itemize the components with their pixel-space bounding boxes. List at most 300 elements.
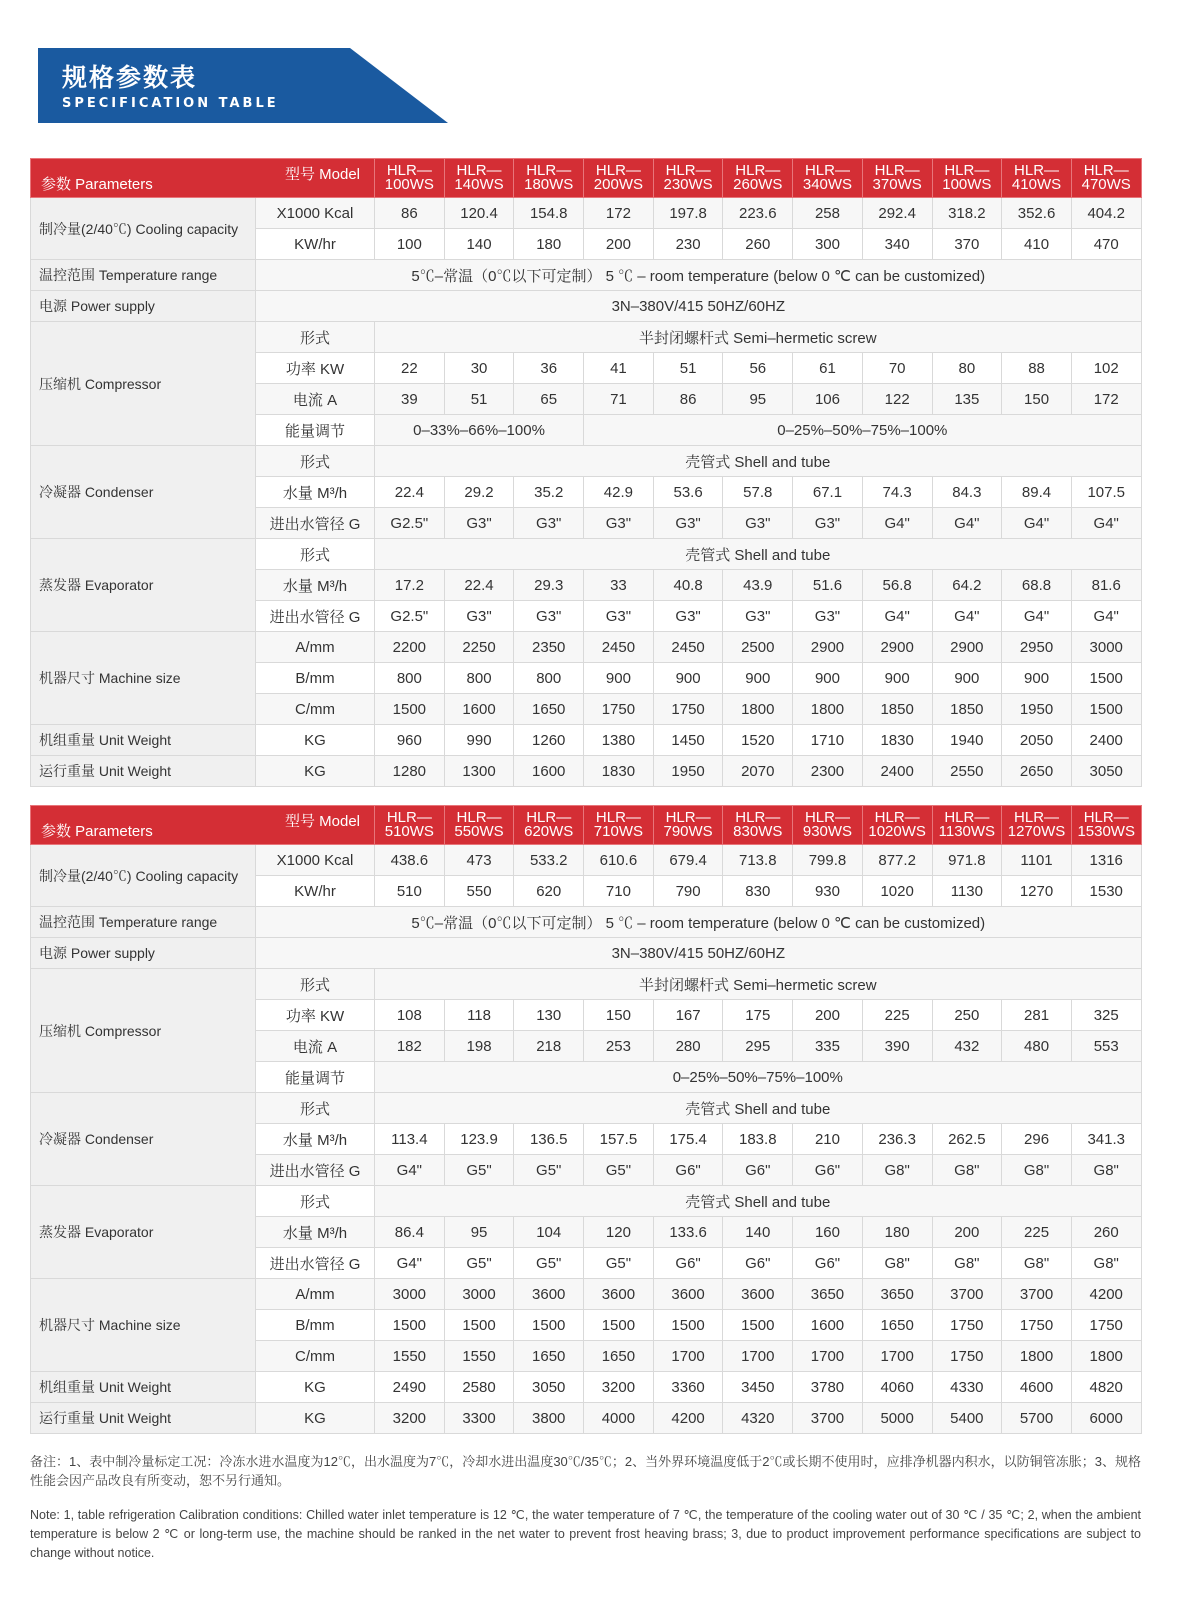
value-cell: 3360 [653,1372,723,1403]
banner-title-cn: 规格参数表 [62,63,198,92]
model-code: 1270WS [1007,823,1066,840]
unit-cell: 电流 A [256,1031,375,1062]
value-cell: 88 [1002,353,1072,384]
value-cell: 57.8 [723,477,793,508]
value-cell: 4000 [584,1403,654,1434]
value-cell: 1500 [375,694,445,725]
value-cell: 2900 [862,632,932,663]
header-parameters [31,159,375,198]
unit-cell: C/mm [256,694,375,725]
value-cell: 900 [1002,663,1072,694]
model-prefix: HLR— [735,809,781,826]
value-cell: 3200 [584,1372,654,1403]
value-cell: 318.2 [932,198,1002,229]
unit-cell: KG [256,1372,375,1403]
value-cell: 2900 [932,632,1002,663]
value-cell: 900 [862,663,932,694]
model-header [514,806,584,845]
value-cell: 56.8 [862,570,932,601]
value-cell: 70 [862,353,932,384]
model-header [1071,159,1141,198]
value-cell: 292.4 [862,198,932,229]
banner-title-en: SPECIFICATION TABLE [62,96,279,111]
value-cell: 280 [653,1031,723,1062]
value-cell: 22.4 [444,570,514,601]
value-cell: 42.9 [584,477,654,508]
table-row [31,539,1142,570]
value-cell: 84.3 [932,477,1002,508]
value-cell: 4600 [1002,1372,1072,1403]
value-cell: 74.3 [862,477,932,508]
value-cell: G6" [793,1155,863,1186]
value-cell: 679.4 [653,845,723,876]
value-cell: 133.6 [653,1217,723,1248]
value-cell: 172 [1071,384,1141,415]
value-cell: 3650 [862,1279,932,1310]
value-cell: 2450 [584,632,654,663]
unit-cell: 进出水管径 G [256,508,375,539]
value-cell: 1700 [723,1341,793,1372]
value-cell: 136.5 [514,1124,584,1155]
value-cell: 200 [793,1000,863,1031]
unit-cell: 形式 [256,322,375,353]
row-label-temp: 温控范围 Temperature range [31,907,256,938]
model-header [375,159,445,198]
value-cell: 160 [793,1217,863,1248]
model-header [1002,806,1072,845]
value-cell: G4" [1071,601,1141,632]
value-cell: 3000 [444,1279,514,1310]
unit-cell: 能量调节 [256,415,375,446]
value-cell: 250 [932,1000,1002,1031]
value-cell: 1500 [1071,663,1141,694]
model-header [584,806,654,845]
value-cell: 130 [514,1000,584,1031]
unit-cell: 进出水管径 G [256,1248,375,1279]
value-cell: 799.8 [793,845,863,876]
model-code: 620WS [524,823,574,840]
value-cell: 1500 [584,1310,654,1341]
model-code: 260WS [733,176,783,193]
model-header [584,159,654,198]
model-label: 型号 Model [284,166,360,183]
table-row [31,1372,1142,1403]
evaporator-type-value: 壳管式 Shell and tube [375,1186,1142,1217]
model-prefix: HLR— [456,809,502,826]
value-cell: G3" [444,508,514,539]
value-cell: G4" [375,1155,445,1186]
value-cell: 200 [584,229,654,260]
value-cell: 2950 [1002,632,1072,663]
section-banner [38,48,448,123]
value-cell: G3" [793,508,863,539]
value-cell: 1450 [653,725,723,756]
row-label-size: 机器尺寸 Machine size [31,1279,256,1372]
value-cell: 3600 [584,1279,654,1310]
unit-cell: B/mm [256,1310,375,1341]
value-cell: 1280 [375,756,445,787]
table-row [31,1403,1142,1434]
model-code: 410WS [1011,176,1062,193]
value-cell: 200 [932,1217,1002,1248]
value-cell: 1940 [932,725,1002,756]
value-cell: 900 [793,663,863,694]
value-cell: G8" [1071,1248,1141,1279]
value-cell: 281 [1002,1000,1072,1031]
value-cell: 180 [514,229,584,260]
model-code: 550WS [454,823,504,840]
regulation-value: 0–33%–66%–100% [375,415,584,446]
value-cell: 260 [723,229,793,260]
value-cell: 341.3 [1071,1124,1141,1155]
value-cell: 1700 [793,1341,863,1372]
value-cell: 900 [653,663,723,694]
value-cell: G5" [514,1155,584,1186]
value-cell: 710 [584,876,654,907]
table-row [31,1186,1142,1217]
model-prefix: HLR— [526,162,572,179]
value-cell: G6" [723,1155,793,1186]
value-cell: 3700 [1002,1279,1072,1310]
value-cell: 3650 [793,1279,863,1310]
value-cell: 218 [514,1031,584,1062]
value-cell: 3000 [1071,632,1141,663]
value-cell: G2.5" [375,601,445,632]
unit-cell: 水量 M³/h [256,570,375,601]
compressor-type-value: 半封闭螺杆式 Semi–hermetic screw [375,969,1142,1000]
value-cell: 22 [375,353,445,384]
model-code: 830WS [733,823,783,840]
value-cell: 553 [1071,1031,1141,1062]
table-row [31,446,1142,477]
model-prefix: HLR— [665,162,711,179]
model-prefix: HLR— [804,162,850,179]
value-cell: 296 [1002,1124,1072,1155]
model-prefix: HLR— [386,809,432,826]
value-cell: 2400 [862,756,932,787]
value-cell: 167 [653,1000,723,1031]
model-code: 930WS [802,823,853,840]
unit-cell: 水量 M³/h [256,1124,375,1155]
model-prefix: HLR— [804,809,850,826]
value-cell: 1500 [1071,694,1141,725]
value-cell: G3" [514,508,584,539]
value-cell: 3780 [793,1372,863,1403]
table-row [31,938,1142,969]
value-cell: G5" [444,1248,514,1279]
table-row [31,756,1142,787]
unit-cell: C/mm [256,1341,375,1372]
row-label-cooling: 制冷量(2/40℃) Cooling capacity [31,198,256,260]
regulation-value: 0–25%–50%–75%–100% [375,1062,1142,1093]
value-cell: G5" [584,1248,654,1279]
model-header [1002,159,1072,198]
power-supply-value: 3N–380V/415 50HZ/60HZ [256,938,1142,969]
value-cell: 89.4 [1002,477,1072,508]
value-cell: 550 [444,876,514,907]
unit-cell: KG [256,756,375,787]
value-cell: 107.5 [1071,477,1141,508]
value-cell: G4" [1002,508,1072,539]
model-code: 510WS [384,823,434,840]
value-cell: 1830 [584,756,654,787]
value-cell: 262.5 [932,1124,1002,1155]
value-cell: G8" [1002,1248,1072,1279]
value-cell: 225 [1002,1217,1072,1248]
table-row [31,1279,1142,1310]
row-label-unit-weight: 机组重量 Unit Weight [31,1372,256,1403]
row-label-run-weight: 运行重量 Unit Weight [31,756,256,787]
value-cell: 29.2 [444,477,514,508]
condenser-type-value: 壳管式 Shell and tube [375,446,1142,477]
model-prefix: HLR— [874,162,920,179]
value-cell: 533.2 [514,845,584,876]
value-cell: 620 [514,876,584,907]
value-cell: 1550 [444,1341,514,1372]
model-header [653,159,723,198]
value-cell: 172 [584,198,654,229]
value-cell: G8" [932,1155,1002,1186]
compressor-type-value: 半封闭螺杆式 Semi–hermetic screw [375,322,1142,353]
value-cell: 2250 [444,632,514,663]
value-cell: 65 [514,384,584,415]
value-cell: 6000 [1071,1403,1141,1434]
model-header [514,159,584,198]
model-code: 710WS [593,823,643,840]
row-label-evaporator: 蒸发器 Evaporator [31,1186,256,1279]
value-cell: 4320 [723,1403,793,1434]
unit-cell: A/mm [256,1279,375,1310]
value-cell: 1600 [444,694,514,725]
value-cell: 223.6 [723,198,793,229]
unit-cell: KW/hr [256,229,375,260]
value-cell: G8" [1071,1155,1141,1186]
spec-table-1 [30,158,1142,787]
value-cell: 300 [793,229,863,260]
value-cell: 432 [932,1031,1002,1062]
value-cell: 2050 [1002,725,1072,756]
value-cell: 1500 [375,1310,445,1341]
unit-cell: 能量调节 [256,1062,375,1093]
power-supply-value: 3N–380V/415 50HZ/60HZ [256,291,1142,322]
table-row [31,845,1142,876]
value-cell: 4330 [932,1372,1002,1403]
value-cell: G4" [375,1248,445,1279]
value-cell: 830 [723,876,793,907]
value-cell: 2580 [444,1372,514,1403]
value-cell: 102 [1071,353,1141,384]
value-cell: 120 [584,1217,654,1248]
value-cell: 183.8 [723,1124,793,1155]
value-cell: 71 [584,384,654,415]
table-row [31,198,1142,229]
value-cell: 713.8 [723,845,793,876]
model-prefix: HLR— [386,162,432,179]
value-cell: 2200 [375,632,445,663]
value-cell: 1020 [862,876,932,907]
unit-cell: 水量 M³/h [256,1217,375,1248]
value-cell: 80 [932,353,1002,384]
value-cell: 104 [514,1217,584,1248]
model-prefix: HLR— [944,809,990,826]
value-cell: 260 [1071,1217,1141,1248]
value-cell: 325 [1071,1000,1141,1031]
model-code: 230WS [663,176,713,193]
value-cell: 86 [375,198,445,229]
value-cell: 390 [862,1031,932,1062]
value-cell: 1750 [1002,1310,1072,1341]
model-header [862,806,932,845]
value-cell: G8" [1002,1155,1072,1186]
value-cell: 36 [514,353,584,384]
value-cell: 41 [584,353,654,384]
model-code: 470WS [1081,176,1131,193]
value-cell: G3" [584,601,654,632]
value-cell: 120.4 [444,198,514,229]
value-cell: 106 [793,384,863,415]
value-cell: 3800 [514,1403,584,1434]
value-cell: 352.6 [1002,198,1072,229]
value-cell: G8" [932,1248,1002,1279]
value-cell: 175.4 [653,1124,723,1155]
row-label-cooling: 制冷量(2/40℃) Cooling capacity [31,845,256,907]
model-header [723,806,793,845]
value-cell: G2.5" [375,508,445,539]
value-cell: 230 [653,229,723,260]
note-chinese: 备注：1、表中制冷量标定工况：冷冻水进水温度为12℃，出水温度为7℃，冷却水进出温度30℃/35℃；2、当外界环境温度低于2℃或长期不使用时，应排净机器内积水，以防铜管冻胀；3、规格性能会因产品改良有所变动，恕不另行通知。 [30,1454,1141,1488]
header-parameters [31,806,375,845]
unit-cell: KG [256,725,375,756]
value-cell: 3700 [793,1403,863,1434]
value-cell: 900 [584,663,654,694]
value-cell: 1800 [1002,1341,1072,1372]
value-cell: 150 [1002,384,1072,415]
model-prefix: HLR— [874,809,920,826]
value-cell: 1710 [793,725,863,756]
value-cell: 1650 [584,1341,654,1372]
row-label-evaporator: 蒸发器 Evaporator [31,539,256,632]
value-cell: 1750 [584,694,654,725]
unit-cell: 形式 [256,969,375,1000]
temp-range-value: 5℃–常温（0℃以下可定制） 5 ℃ – room temperature (below 0 ℃ can be customized) [256,260,1142,291]
model-code: 200WS [593,176,643,193]
value-cell: 122 [862,384,932,415]
value-cell: G4" [862,508,932,539]
value-cell: G8" [862,1248,932,1279]
value-cell: 1800 [723,694,793,725]
value-cell: 1800 [1071,1341,1141,1372]
value-cell: 1750 [1071,1310,1141,1341]
table-row [31,322,1142,353]
value-cell: 17.2 [375,570,445,601]
model-header [444,806,514,845]
value-cell: 610.6 [584,845,654,876]
value-cell: 1101 [1002,845,1072,876]
model-prefix: HLR— [595,809,641,826]
model-code: 790WS [663,823,713,840]
value-cell: 800 [444,663,514,694]
value-cell: 2550 [932,756,1002,787]
unit-cell: X1000 Kcal [256,198,375,229]
value-cell: 1500 [723,1310,793,1341]
model-prefix: HLR— [735,162,781,179]
value-cell: 1130 [932,876,1002,907]
table-row [31,291,1142,322]
value-cell: 95 [444,1217,514,1248]
value-cell: 67.1 [793,477,863,508]
value-cell: 1550 [375,1341,445,1372]
model-code: 100WS [942,176,992,193]
model-header [862,159,932,198]
value-cell: 510 [375,876,445,907]
table-row [31,907,1142,938]
value-cell: 1750 [932,1341,1002,1372]
value-cell: 3600 [653,1279,723,1310]
value-cell: G4" [932,508,1002,539]
value-cell: 2400 [1071,725,1141,756]
value-cell: 22.4 [375,477,445,508]
value-cell: 930 [793,876,863,907]
model-code: 180WS [524,176,574,193]
value-cell: G6" [723,1248,793,1279]
value-cell: 404.2 [1071,198,1141,229]
value-cell: 295 [723,1031,793,1062]
notes [30,1452,1141,1563]
table-row [31,969,1142,1000]
table-row [31,725,1142,756]
value-cell: G6" [653,1155,723,1186]
value-cell: 68.8 [1002,570,1072,601]
value-cell: 4820 [1071,1372,1141,1403]
value-cell: G8" [862,1155,932,1186]
value-cell: 30 [444,353,514,384]
value-cell: 140 [723,1217,793,1248]
value-cell: 210 [793,1124,863,1155]
value-cell: 877.2 [862,845,932,876]
value-cell: 135 [932,384,1002,415]
model-code: 1530WS [1077,823,1135,840]
spec-table-2 [30,805,1142,1434]
value-cell: 1300 [444,756,514,787]
value-cell: 197.8 [653,198,723,229]
value-cell: 335 [793,1031,863,1062]
value-cell: 1950 [1002,694,1072,725]
row-label-power: 电源 Power supply [31,938,256,969]
value-cell: G3" [793,601,863,632]
value-cell: 4060 [862,1372,932,1403]
value-cell: 4200 [653,1403,723,1434]
value-cell: 1830 [862,725,932,756]
unit-cell: 形式 [256,1186,375,1217]
value-cell: 473 [444,845,514,876]
row-label-unit-weight: 机组重量 Unit Weight [31,725,256,756]
value-cell: 1600 [514,756,584,787]
value-cell: 225 [862,1000,932,1031]
unit-cell: 水量 M³/h [256,477,375,508]
value-cell: 51 [444,384,514,415]
value-cell: 1850 [932,694,1002,725]
table-row [31,632,1142,663]
value-cell: 800 [514,663,584,694]
value-cell: 370 [932,229,1002,260]
model-prefix: HLR— [1083,162,1129,179]
table-row [31,1093,1142,1124]
value-cell: 1500 [653,1310,723,1341]
value-cell: 2300 [793,756,863,787]
value-cell: 480 [1002,1031,1072,1062]
value-cell: 56 [723,353,793,384]
value-cell: G4" [1071,508,1141,539]
